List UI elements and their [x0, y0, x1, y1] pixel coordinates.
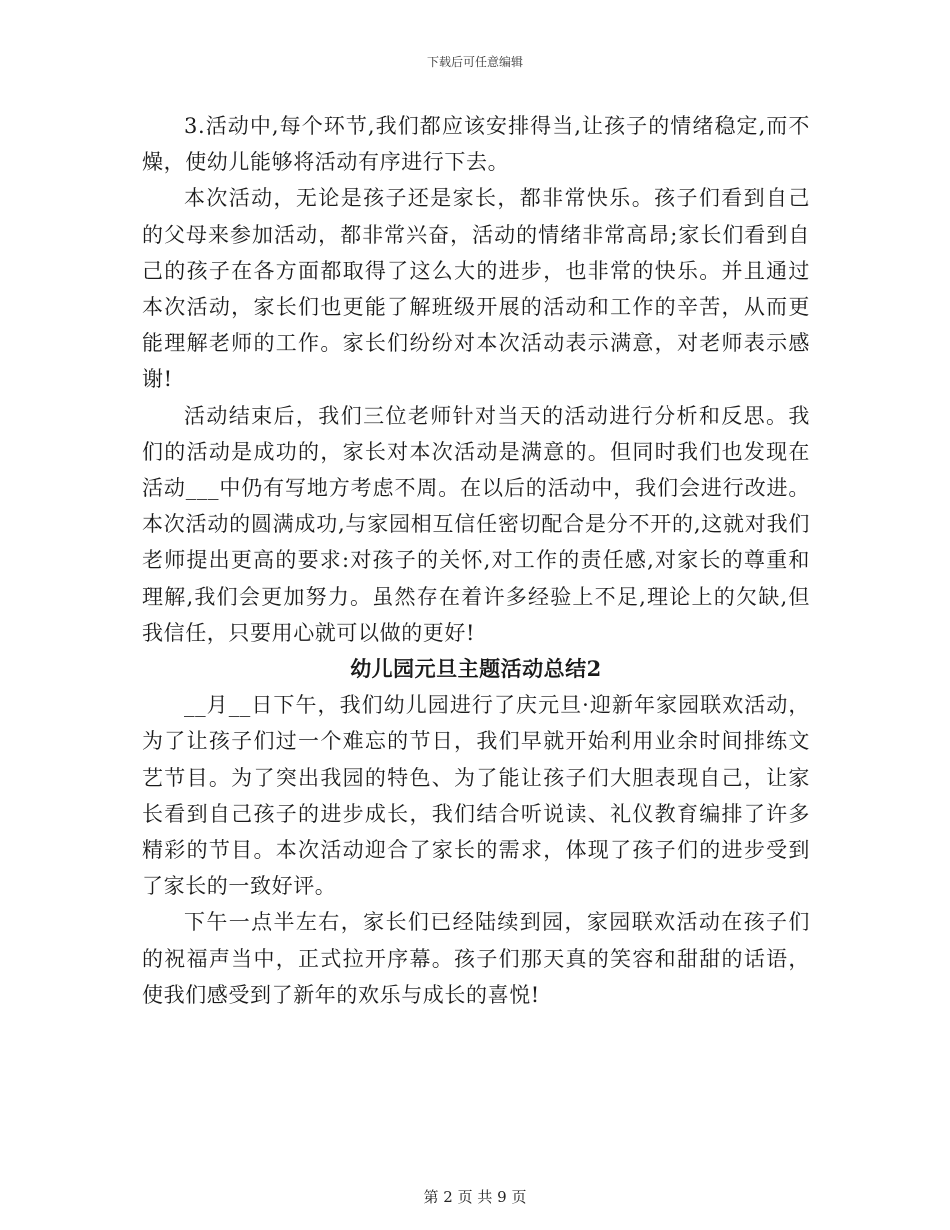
- paragraph: 本次活动，无论是孩子还是家长，都非常快乐。孩子们看到自己的父母来参加活动，都非常兴奋，活动的情绪非常高昂;家长们看到自己的孩子在各方面都取得了这么大的进步，也非常的快乐。并且通过本次活动，家长们也更能了解班级开展的活动和工作的辛苦，从而更能理解老师的工作。家长们纷纷对本次活动表示满意，对老师表示感谢!: [142, 186, 810, 392]
- paragraph: 活动结束后，我们三位老师针对当天的活动进行分析和反思。我们的活动是成功的，家长对本次活动是满意的。但同时我们也发现在活动___中仍有写地方考虑不周。在以后的活动中，我们会进行改进。本次活动的圆满成功,与家园相互信任密切配合是分不开的,这就对我们老师提出更高的要求:对孩子的关怀,对工作的责任感,对家长的尊重和理解,我们会更加努力。虽然存在着许多经验上不足,理论上的欠缺,但我信任，只要用心就可以做的更好!: [142, 403, 810, 645]
- page-indicator: 第 2 页 共 9 页: [423, 1188, 527, 1206]
- document-body: [142, 108, 810, 1013]
- header-note: 下载后可任意编辑: [426, 55, 523, 69]
- paragraph: 下午一点半左右，家长们已经陆续到园，家园联欢活动在孩子们的祝福声当中，正式拉开序幕。孩子们那天真的笑容和甜甜的话语，使我们感受到了新年的欢乐与成长的喜悦!: [142, 910, 810, 1007]
- section-title: 幼儿园元旦主题活动总结2: [350, 656, 602, 682]
- paragraph: 3.活动中,每个环节,我们都应该安排得当,让孩子的情绪稳定,而不燥，使幼儿能够将活动有序进行下去。: [142, 114, 810, 175]
- paragraph: __月__日下午，我们幼儿园进行了庆元旦·迎新年家园联欢活动，为了让孩子们过一个难忘的节日，我们早就开始利用业余时间排练文艺节目。为了突出我园的特色、为了能让孩子们大胆表现自己，让家长看到自己孩子的进步成长，我们结合听说读、礼仪教育编排了许多精彩的节目。本次活动迎合了家长的需求，体现了孩子们的进步受到了家长的一致好评。: [142, 693, 810, 899]
